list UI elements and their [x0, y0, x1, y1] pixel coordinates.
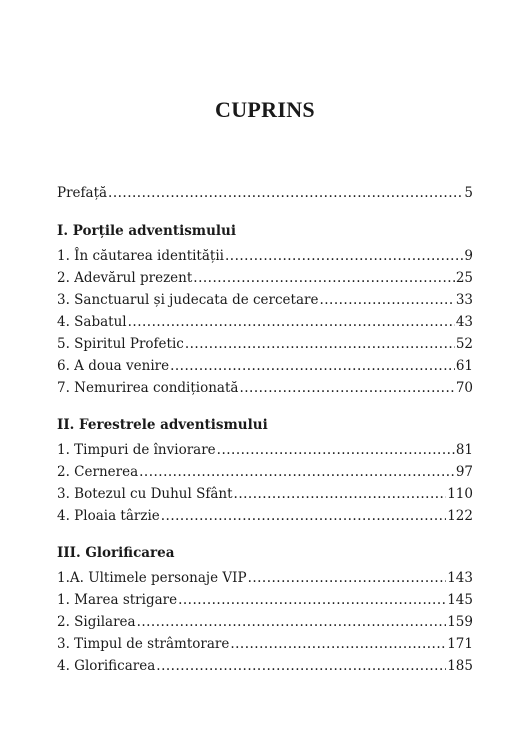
toc-entry-page: 143	[447, 570, 473, 586]
toc-entry-page: 9	[464, 248, 473, 264]
dot-leader	[234, 484, 447, 504]
toc-entry-label: 1. Timpuri de înviorare	[57, 442, 216, 458]
toc-entry[interactable]	[57, 506, 473, 526]
toc-entry-page: 185	[447, 658, 473, 674]
section-heading-2: II. Ferestrele adventismului	[57, 417, 268, 433]
toc-entry-label: 4. Glorificarea	[57, 658, 156, 674]
toc-entry-page: 110	[447, 486, 473, 502]
section-heading-1: I. Porțile adventismului	[57, 223, 236, 239]
toc-entry-page: 171	[447, 636, 473, 652]
toc-entry-label: 3. Botezul cu Duhul Sfânt	[57, 486, 233, 502]
toc-entry[interactable]	[57, 634, 473, 654]
toc-entry[interactable]	[57, 246, 473, 266]
toc-entry[interactable]	[57, 590, 473, 610]
toc-entry[interactable]	[57, 440, 473, 460]
toc-entry-label: 4. Ploaia târzie	[57, 508, 160, 524]
toc-entry-page: 43	[455, 314, 473, 330]
toc-entry-page: 145	[447, 592, 473, 608]
toc-entry-label: 4. Sabatul	[57, 314, 127, 330]
toc-entry-label: 2. Sigilarea	[57, 614, 136, 630]
dot-leader	[217, 440, 455, 460]
page-title: CUPRINS	[215, 97, 315, 122]
toc-entry-page: 33	[455, 292, 473, 308]
toc-entry-page: 159	[447, 614, 473, 630]
toc-entry-label: 1. Marea strigare	[57, 592, 178, 608]
toc-entry-label: 3. Timpul de strâmtorare	[57, 636, 230, 652]
toc-entry[interactable]	[57, 484, 473, 504]
dot-leader	[319, 290, 454, 310]
toc-entry-label: 2. Adevărul prezent	[57, 270, 193, 286]
toc-entry[interactable]	[57, 656, 473, 676]
toc-entry[interactable]	[57, 612, 473, 632]
dot-leader	[170, 356, 455, 376]
dot-leader	[193, 268, 455, 288]
toc-entry[interactable]	[57, 268, 473, 288]
toc-entry-page: 97	[455, 464, 473, 480]
toc-entry[interactable]	[57, 334, 473, 354]
toc-entry-label: 1.A. Ultimele personaje VIP	[57, 570, 247, 586]
section-heading-3: III. Glorificarea	[57, 545, 175, 561]
dot-leader	[178, 590, 446, 610]
toc-entry-preface[interactable]	[57, 183, 473, 203]
toc-entry-label: 5. Spiritul Profetic	[57, 336, 184, 352]
toc-entry-page: 81	[455, 442, 473, 458]
toc-entry-label: 6. A doua venire	[57, 358, 170, 374]
toc-entry-label: 3. Sanctuarul și judecata de cercetare	[57, 292, 319, 308]
toc-entry[interactable]	[57, 378, 473, 398]
toc-entry[interactable]	[57, 290, 473, 310]
dot-leader	[108, 183, 463, 203]
dot-leader	[161, 506, 446, 526]
toc-entry-label: 1. În căutarea identității	[57, 248, 224, 264]
toc-entry[interactable]	[57, 462, 473, 482]
toc-entry[interactable]	[57, 356, 473, 376]
toc-entry-label: 2. Cernerea	[57, 464, 139, 480]
toc-entry-page: 5	[464, 185, 473, 201]
dot-leader	[248, 568, 447, 588]
dot-leader	[137, 612, 447, 632]
dot-leader	[225, 246, 463, 266]
toc-entry-page: 61	[455, 358, 473, 374]
dot-leader	[128, 312, 455, 332]
dot-leader	[156, 656, 446, 676]
toc-entry-page: 70	[455, 380, 473, 396]
toc-entry-page: 52	[455, 336, 473, 352]
dot-leader	[230, 634, 446, 654]
toc-entry-label: 7. Nemurirea condiționată	[57, 380, 239, 396]
dot-leader	[239, 378, 454, 398]
dot-leader	[185, 334, 455, 354]
toc-entry-page: 122	[447, 508, 473, 524]
dot-leader	[139, 462, 455, 482]
toc-entry-label: Prefață	[57, 185, 108, 201]
toc-entry[interactable]	[57, 568, 473, 588]
toc-entry[interactable]	[57, 312, 473, 332]
toc-entry-page: 25	[455, 270, 473, 286]
